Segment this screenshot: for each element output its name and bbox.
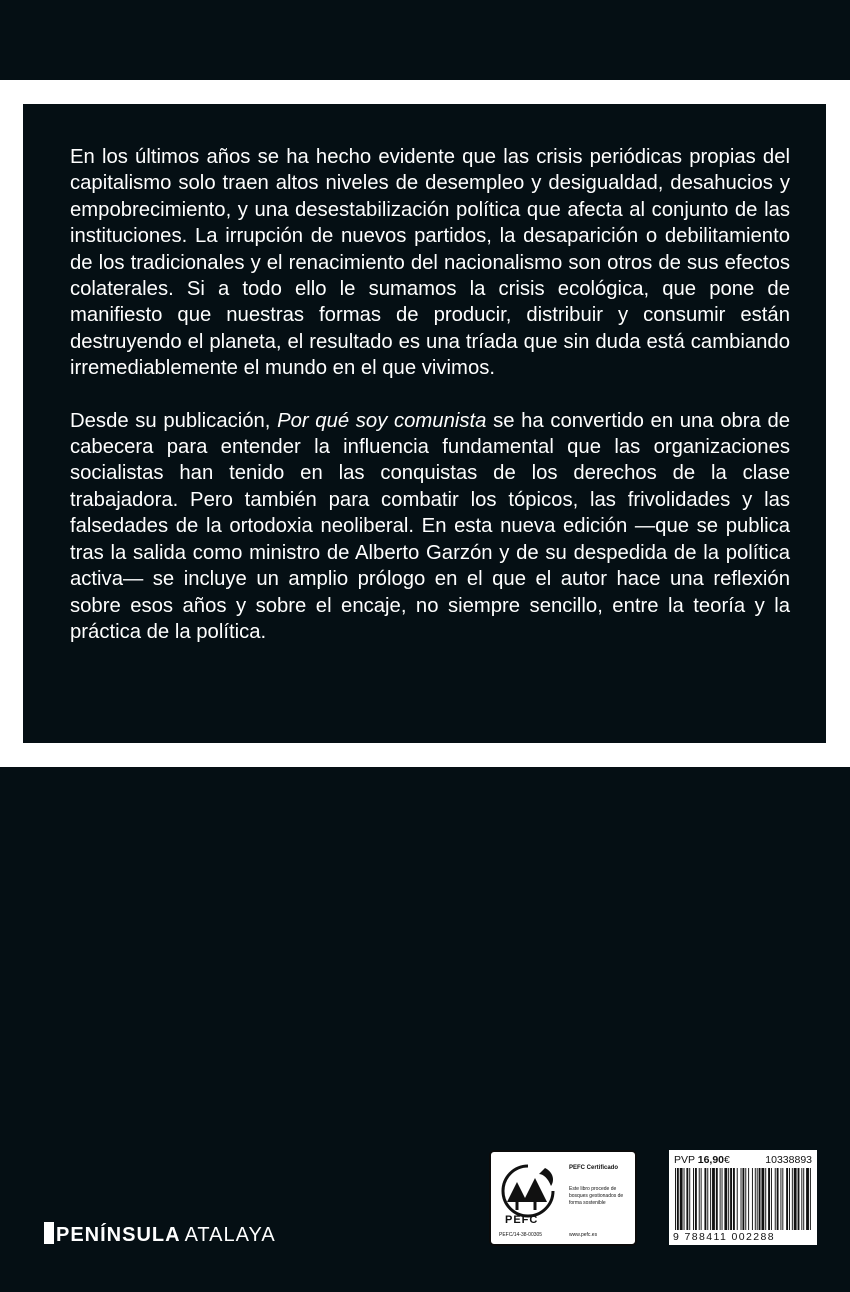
pefc-trees-logo-icon xyxy=(499,1162,557,1220)
barcode-bar xyxy=(684,1168,685,1230)
pefc-certification-label xyxy=(489,1150,637,1246)
description-paragraph-2 xyxy=(70,408,790,646)
barcode-bar xyxy=(789,1168,790,1230)
pefc-code: PEFC/14-38-00305 xyxy=(499,1232,543,1238)
barcode-bar xyxy=(801,1168,802,1230)
barcode-bar xyxy=(803,1168,804,1230)
barcode-bar xyxy=(810,1168,811,1230)
barcode-bar xyxy=(712,1168,715,1230)
barcode-bar xyxy=(771,1168,772,1230)
barcode-bar xyxy=(775,1168,776,1230)
barcode-bar xyxy=(701,1168,702,1230)
barcode-bar xyxy=(695,1168,697,1230)
barcode-bar xyxy=(768,1168,770,1230)
publisher-logo xyxy=(44,1222,276,1247)
barcode-bar xyxy=(798,1168,800,1230)
barcode-bar xyxy=(710,1168,711,1230)
barcode-bar xyxy=(752,1168,753,1230)
barcode-bar xyxy=(728,1168,729,1230)
barcode-bar xyxy=(689,1168,690,1230)
barcode-bar xyxy=(761,1168,764,1230)
barcode-bar xyxy=(724,1168,727,1230)
publisher-imprint: ATALAYA xyxy=(184,1224,276,1246)
pefc-url: www.pefc.es xyxy=(569,1232,598,1238)
barcode-bar xyxy=(730,1168,732,1230)
price-group xyxy=(674,1154,730,1166)
pefc-title: PEFC Certificado xyxy=(569,1165,619,1171)
pefc-wordmark: PEFC xyxy=(505,1214,539,1226)
barcode-bar xyxy=(699,1168,700,1230)
publisher-mark-icon xyxy=(44,1222,54,1244)
barcode-bar xyxy=(707,1168,708,1230)
barcode-bar xyxy=(677,1168,679,1230)
description-paragraph-1: En los últimos años se ha hecho evidente que las crisis periódicas propias del capitalismo solo traen altos niveles de desempleo y desigualdad, desahucios y empobrecimiento, y una desestabilización política que afecta al conjunto de las instituciones. La irrupción de nuevos partidos, la desaparición o debilitamiento de los tradicionales y el renacimiento del nacionalismo son otros de sus efectos colaterales. Si a todo ello le sumamos la crisis ecológica, que pone de manifiesto que nuestras formas de producir, distribuir y consumir están destruyendo el planeta, el resultado es una tríada que sin duda está cambiando irremediablemente el mundo en el que vivimos. xyxy=(70,146,790,380)
barcode-bar xyxy=(782,1168,783,1230)
barcode-bar xyxy=(693,1168,694,1230)
pefc-description: Este libro procede de bosques gestionados de forma sostenible xyxy=(569,1186,624,1206)
barcode-bar xyxy=(733,1168,735,1230)
barcode-bar xyxy=(716,1168,718,1230)
description-panel xyxy=(23,104,826,743)
barcode-bar xyxy=(748,1168,749,1230)
barcode-bar xyxy=(765,1168,766,1230)
book-title: Por qué soy comunista xyxy=(277,409,487,432)
barcode-bar xyxy=(704,1168,706,1230)
barcode-bar xyxy=(686,1168,688,1230)
barcode-bar xyxy=(757,1168,758,1230)
barcode-bar xyxy=(806,1168,809,1230)
barcode-bar xyxy=(722,1168,723,1230)
barcode-bar xyxy=(794,1168,797,1230)
barcode-bar xyxy=(742,1168,744,1230)
barcode-bar xyxy=(675,1168,676,1230)
barcode-bar xyxy=(786,1168,788,1230)
barcode-bar xyxy=(755,1168,756,1230)
price-value: 16,90 xyxy=(697,1154,725,1166)
barcode-bar xyxy=(680,1168,683,1230)
barcode-bar xyxy=(737,1168,738,1230)
barcode-bar xyxy=(741,1168,742,1230)
barcode-bar xyxy=(759,1168,761,1230)
pvp-label: PVP xyxy=(674,1154,695,1166)
price-currency: € xyxy=(724,1154,730,1166)
paragraph-2-start: Desde su publicación, xyxy=(70,409,278,432)
barcode-bars xyxy=(675,1168,811,1230)
barcode-bar xyxy=(745,1168,746,1230)
barcode-bar xyxy=(777,1168,779,1230)
barcode-label xyxy=(669,1150,817,1245)
barcode-header xyxy=(674,1154,812,1166)
top-dark-band xyxy=(0,0,850,80)
paragraph-2-end: se ha convertido en una obra de cabecera para entender la influencia fundamental que las organizaciones socialistas han tenido en las conquistas de los derechos de la clase trabajadora. Pero también para combatir los tópicos, las frivolidades y las falsedades de la ortodoxia neoliberal. En esta nueva edición —que se publica tras la salida como ministro de Alberto Garzón y de su despedida de la política activa— se incluye un amplio prólogo en el que el autor hace una reflexión sobre esos años y sobre el encaje, no siempre sencillo, entre la teoría y la práctica de la política. xyxy=(70,409,791,643)
barcode-bar xyxy=(792,1168,793,1230)
barcode-bar xyxy=(780,1168,781,1230)
product-code: 10338893 xyxy=(765,1154,812,1166)
barcode-bar xyxy=(720,1168,721,1230)
isbn-number: 9 788411 002288 xyxy=(673,1231,775,1243)
publisher-name: PENÍNSULA xyxy=(56,1224,181,1246)
